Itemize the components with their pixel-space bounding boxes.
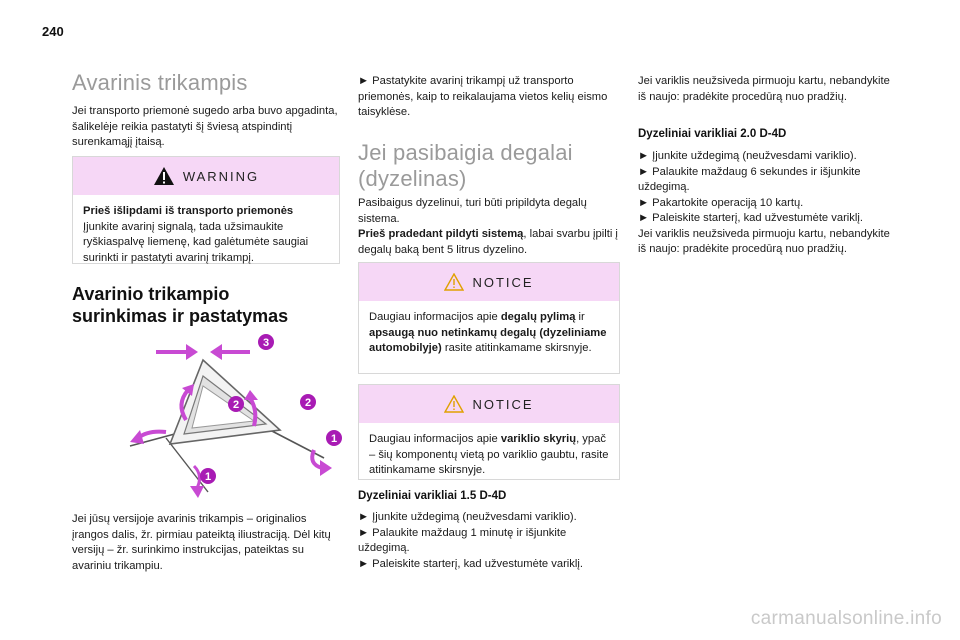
after-figure-paragraph: Jei jūsų versijoje avarinis trikampis – originalios įrangos dalis, žr. pirmiau pateiktą iliustraciją. Dėl kitų versijų – žr. surinkimo instrukcijas, pateiktas su avariniu trikampiu. [72, 513, 331, 572]
retry-paragraph-2: Jei variklis neužsiveda pirmuoju kartu, nebandykite iš naujo: pradėkite procedūrą nuo pradžių. [638, 227, 890, 255]
page-header [0, 0, 960, 50]
badge-step-2-left [228, 396, 244, 412]
engine-heading-1-5: Dyzeliniai varikliai 1.5 D-4D [358, 490, 507, 502]
step-item: ► Paleiskite starterį, kad užvestumėte variklį. [358, 557, 583, 570]
section-title-line-1: Avarinio trikampio [72, 284, 230, 304]
warning-header [73, 157, 339, 195]
retry-paragraph-1: Jei variklis neužsiveda pirmuoju kartu, nebandykite iš naujo: pradėkite procedūrą nuo pradžių. [638, 75, 890, 103]
notice-icon [444, 273, 464, 291]
badge-step-1-left [200, 468, 216, 484]
fuel-paragraph-2-bold: Prieš pradedant pildyti sistemą [358, 228, 524, 240]
arrow-top-left-head [186, 344, 198, 360]
notice-text-engine [359, 423, 619, 489]
title-warning-triangle: Avarinis trikampis [72, 70, 248, 95]
bullet-place-triangle: ► Pastatykite avarinį trikampį už transporto priemonės, kaip to reikalaujama vietos kelių eismo taisyklėse. [358, 75, 608, 118]
arrow-leg-left-head [130, 430, 144, 444]
notice-text-fuel [359, 301, 619, 367]
notice-label-engine: NOTICE [472, 396, 534, 412]
fuel-paragraph-2-rest: , labai svarbu įpilti į degalų baką bent 5 litrus dyzelino. [358, 228, 618, 256]
section-title-assembly [72, 283, 340, 327]
notice-header-fuel [359, 263, 619, 301]
notice-box-fuel [358, 262, 620, 374]
warning-text: Įjunkite avarinį signalą, tada užsimaukite ryškiaspalvę liemenę, kad galėtumėte saugiai surinkti ir pastatyti avarinį trikampį. [83, 220, 309, 264]
page-number: 240 [42, 24, 64, 39]
notice-engine-text-1: Daugiau informacijos apie [369, 433, 501, 445]
triangle-leg-right [270, 430, 324, 458]
warning-icon [153, 166, 175, 186]
badge-step-3 [258, 334, 274, 350]
svg-text:3: 3 [262, 337, 270, 349]
notice-fuel-bold-1: degalų pylimą [500, 311, 576, 323]
notice-fuel-text-1: Daugiau informacijos apie [369, 311, 501, 323]
step-item: ► Paleiskite starterį, kad užvestumėte variklį. [638, 212, 863, 224]
arrow-leg-right-head [320, 460, 332, 476]
title-out-of-fuel-line-1: Jei pasibaigia degalai [358, 140, 573, 165]
arrow-stand-head [190, 486, 204, 498]
arrow-fold-right-head [244, 390, 258, 400]
engine-heading-2-0: Dyzeliniai varikliai 2.0 D-4D [638, 128, 787, 140]
step-item: ► Palaukite maždaug 6 sekundes ir išjunkite uždegimą. [638, 165, 861, 193]
triangle-stand-rod [166, 438, 208, 492]
section-title-line-2: surinkimas ir pastatymas [72, 306, 289, 326]
warning-label: WARNING [182, 168, 260, 184]
step-item: ► Pakartokite operaciją 10 kartų. [638, 196, 804, 209]
svg-text:2: 2 [304, 397, 312, 409]
notice-box-engine [358, 384, 620, 480]
badge-step-1-right [326, 430, 342, 446]
svg-text:2: 2 [232, 399, 240, 411]
badge-step-2-right [300, 394, 316, 410]
notice-fuel-text-2: ir [575, 311, 585, 323]
notice-engine-text-2: , ypač – šių komponentų vietą po variklio gaubtu, rasite atitinkamame skirsnyje. [369, 433, 609, 476]
notice-fuel-bold-2: apsaugą nuo netinkamų degalų (dyzeliniame automobilyje) [369, 326, 607, 354]
arrow-top-right-head [210, 344, 222, 360]
engine-steps-2-0 [638, 149, 900, 258]
step-item: ► Palaukite maždaug 1 minutę ir išjunkite uždegimą. [358, 526, 567, 554]
intro-paragraph: Jei transporto priemonė sugedo arba buvo apgadinta, šalikelėje reikia pastatyti šį šviesą atspindintį surenkamąjį įtaisą. [72, 105, 338, 148]
engine-steps-1-5 [358, 510, 620, 572]
step-item: ► Įjunkite uždegimą (neužvesdami variklio). [638, 150, 857, 162]
notice-icon [444, 395, 464, 413]
step-item: ► Įjunkite uždegimą (neužvesdami variklio). [358, 511, 577, 523]
warning-heading: Prieš išlipdami iš transporto priemonės [83, 205, 294, 217]
fuel-paragraph-1: Pasibaigus dyzelinui, turi būti pripildyta degalų sistema. [358, 197, 587, 225]
notice-engine-bold-1: variklio skyrių [500, 433, 577, 445]
watermark-text: carmanualsonline.info [750, 608, 942, 629]
svg-text:1: 1 [204, 471, 212, 483]
svg-text:1: 1 [330, 433, 338, 445]
title-out-of-fuel-line-2: (dyzelinas) [358, 166, 467, 191]
notice-label-fuel: NOTICE [472, 274, 534, 290]
fuel-paragraph [358, 196, 620, 258]
triangle-assembly-illustration [100, 334, 350, 506]
title-out-of-fuel [358, 140, 620, 192]
warning-box [72, 156, 340, 264]
notice-fuel-text-3: rasite atitinkamame skirsnyje. [441, 342, 592, 354]
notice-header-engine [359, 385, 619, 423]
